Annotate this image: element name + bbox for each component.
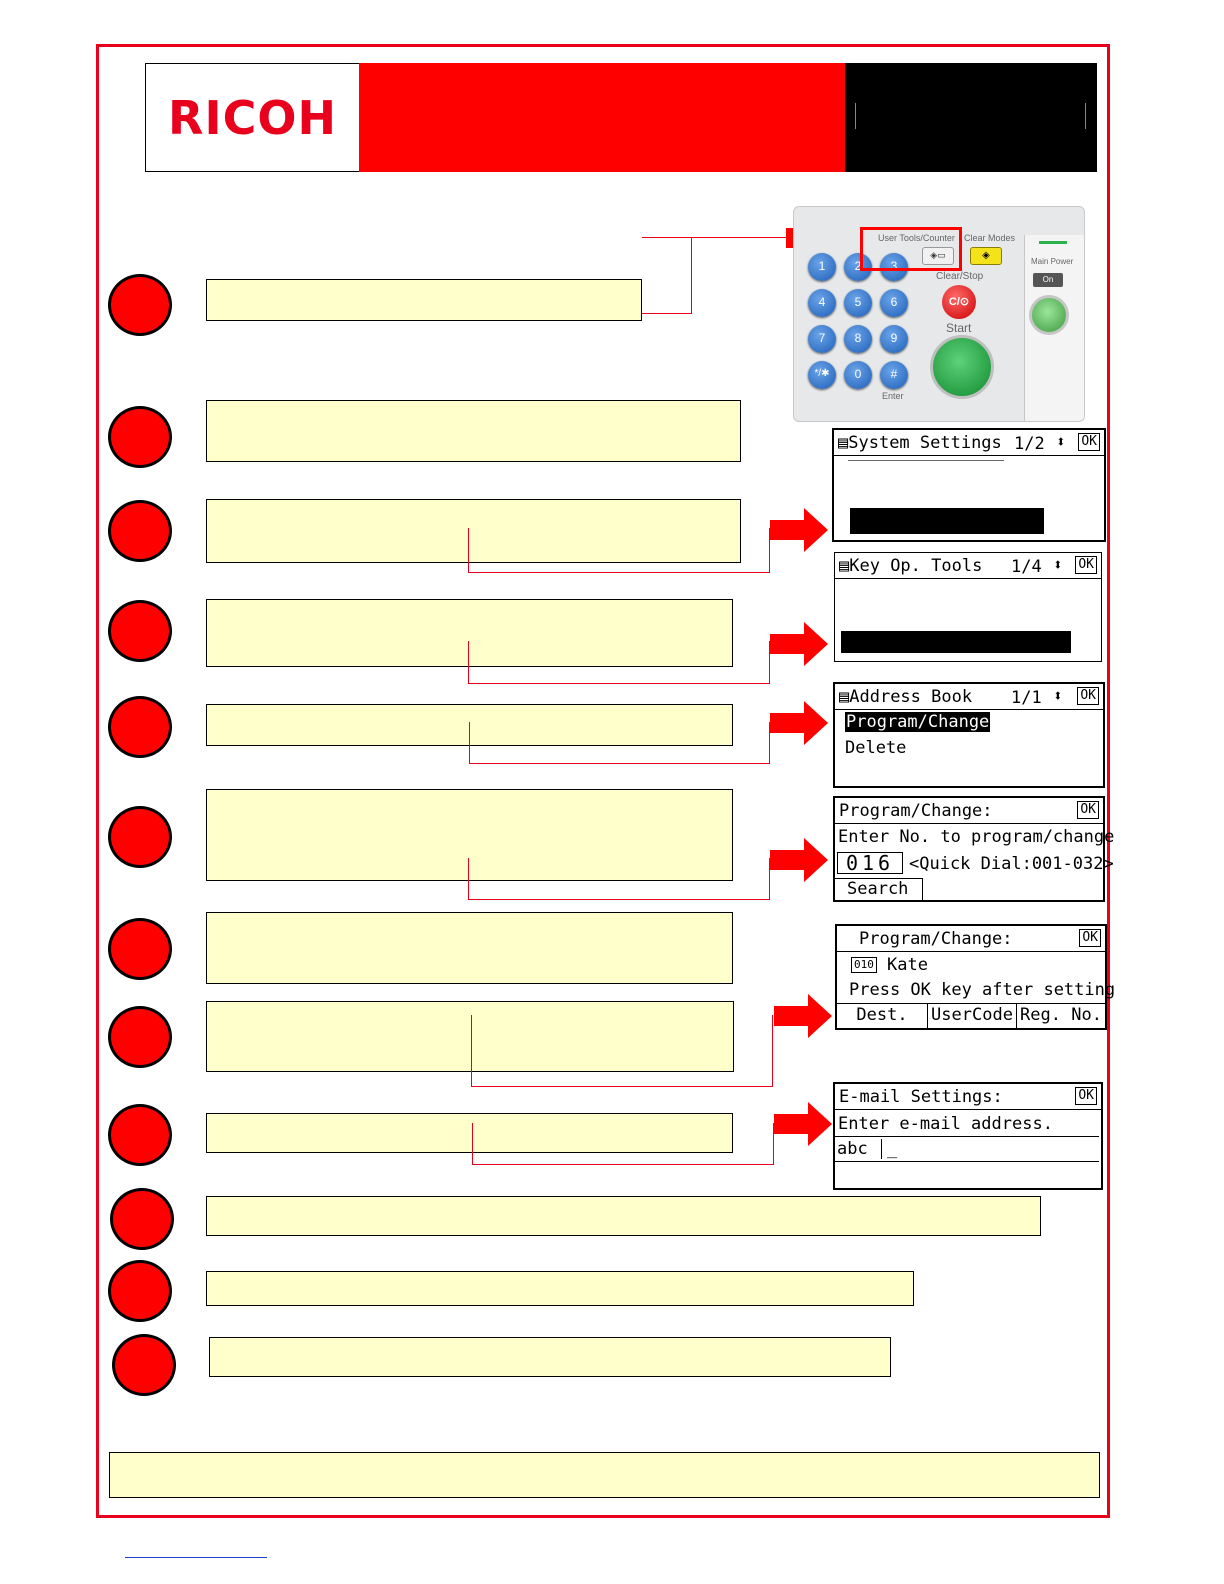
step-10-box <box>206 1196 1041 1236</box>
start-key[interactable] <box>930 335 994 399</box>
step-12-box <box>209 1337 891 1377</box>
arrow-5 <box>770 701 830 745</box>
up-down-icon: ⬍ <box>1053 686 1063 705</box>
key-8[interactable]: 8 <box>844 325 872 353</box>
softkey-row <box>837 1003 1105 1028</box>
header-title-band <box>359 63 845 172</box>
connector-1-top <box>691 237 787 238</box>
menu-icon: ▤ <box>839 686 850 707</box>
clear-modes-key[interactable]: ◈ <box>970 247 1002 265</box>
connector-3 <box>468 528 770 573</box>
lcd-title: E-mail Settings: <box>839 1086 1003 1107</box>
ok-key[interactable]: OK <box>1075 1087 1097 1105</box>
step-11-circle <box>108 1260 172 1322</box>
lcd-page: 1/4 <box>1011 557 1042 577</box>
lcd-key-op-tools <box>834 552 1102 662</box>
main-power-key[interactable] <box>1029 295 1069 335</box>
entry-prompt: Enter No. to program/change <box>838 827 1115 847</box>
key-9[interactable]: 9 <box>880 325 908 353</box>
arrow-3 <box>770 508 830 552</box>
step-7-box <box>206 912 733 984</box>
step-5-circle <box>108 696 172 758</box>
user-tools-highlight <box>860 227 962 271</box>
lcd-program-change-dest <box>835 924 1116 1030</box>
user-tools-label: User Tools/Counter <box>878 233 955 243</box>
key-4[interactable]: 4 <box>808 289 836 317</box>
key-2[interactable]: 2 <box>844 253 872 281</box>
ok-key[interactable]: OK <box>1078 433 1100 451</box>
header-tick <box>855 103 856 129</box>
clear-stop-label: Clear/Stop <box>936 271 984 282</box>
key-3[interactable]: 3 <box>880 253 908 281</box>
key-7[interactable]: 7 <box>808 325 836 353</box>
arrow-6 <box>770 838 830 882</box>
lcd-titlebar <box>835 684 1103 710</box>
lcd-title: Address Book <box>849 686 973 707</box>
enter-label: Enter <box>882 391 904 401</box>
search-softkey[interactable]: Search <box>835 878 923 900</box>
lcd-page: 1/1 <box>1011 688 1042 708</box>
connector-5 <box>469 722 770 764</box>
key-star[interactable]: */✱ <box>808 361 836 389</box>
ricoh-logo <box>145 63 360 172</box>
power-indicator <box>1039 241 1067 244</box>
step-9-circle <box>108 1104 172 1166</box>
input-mode: abc <box>837 1139 882 1159</box>
instruction-message: Press OK key after setting <box>849 980 1116 1000</box>
lcd-divider <box>848 460 1004 461</box>
ok-key[interactable]: OK <box>1077 687 1099 705</box>
ok-key[interactable]: OK <box>1077 801 1099 819</box>
email-input-row[interactable] <box>835 1136 1099 1162</box>
connector-8 <box>471 1015 773 1087</box>
entry-number: 010 <box>851 957 877 973</box>
key-5[interactable]: 5 <box>844 289 872 317</box>
arrow-8 <box>774 994 834 1038</box>
footer-note-box <box>109 1452 1100 1498</box>
ok-key[interactable]: OK <box>1075 556 1097 574</box>
step-11-box <box>206 1271 914 1306</box>
step-2-circle <box>108 406 172 468</box>
up-down-icon: ⬍ <box>1056 432 1066 451</box>
lcd-title: Program/Change: <box>859 928 1013 949</box>
menu-icon: ▤ <box>839 555 850 576</box>
step-1-circle <box>108 274 172 336</box>
on-label: On <box>1033 273 1063 287</box>
header-tick <box>1085 103 1086 129</box>
ok-key[interactable]: OK <box>1079 929 1101 947</box>
selected-item-redacted[interactable] <box>841 631 1071 653</box>
step-2-box <box>206 400 741 462</box>
header <box>145 63 1097 172</box>
up-down-icon: ⬍ <box>1053 555 1063 574</box>
main-power-label: Main Power <box>1031 257 1074 266</box>
step-7-circle <box>108 918 172 980</box>
user-tools-key[interactable]: ◈▭ <box>922 247 954 265</box>
step-10-circle <box>110 1188 174 1250</box>
lcd-title: System Settings <box>848 432 1002 453</box>
connector-9 <box>472 1123 774 1165</box>
connector-1 <box>642 237 692 314</box>
step-4-circle <box>108 600 172 662</box>
footer-link-underline <box>125 1557 267 1558</box>
lcd-titlebar <box>835 1084 1101 1110</box>
email-prompt: Enter e-mail address. <box>838 1114 1053 1134</box>
connector-6 <box>468 858 770 900</box>
lcd-title: Key Op. Tools <box>849 555 983 576</box>
lcd-program-change-entry <box>833 796 1115 902</box>
text-cursor: _ <box>887 1139 898 1159</box>
lcd-address-book <box>833 682 1105 788</box>
clear-stop-key[interactable]: C/⊙ <box>942 285 976 319</box>
lcd-titlebar <box>835 798 1103 824</box>
main-power-panel <box>1024 235 1085 421</box>
start-label: Start <box>946 321 972 335</box>
step-3-circle <box>108 500 172 562</box>
key-hash[interactable]: # <box>880 361 908 389</box>
logo-text: RICOH <box>168 90 337 145</box>
key-0[interactable]: 0 <box>844 361 872 389</box>
key-1[interactable]: 1 <box>808 253 836 281</box>
step-6-circle <box>108 806 172 868</box>
header-black-band <box>845 63 1097 172</box>
tab-reg-no[interactable]: Reg. No. <box>1020 1005 1102 1025</box>
menu-item-program-change[interactable]: Program/Change <box>846 712 990 732</box>
lcd-title: Program/Change: <box>839 800 993 821</box>
selected-item-redacted[interactable] <box>850 508 1044 534</box>
entry-name: Kate <box>887 955 928 975</box>
lcd-system-settings <box>832 428 1106 542</box>
key-6[interactable]: 6 <box>880 289 908 317</box>
arrow-9 <box>774 1102 834 1146</box>
lcd-titlebar <box>837 926 1105 952</box>
clear-modes-label: Clear Modes <box>964 233 1016 243</box>
connector-4 <box>468 641 770 684</box>
menu-icon: ▤ <box>838 432 849 453</box>
step-12-circle <box>112 1334 176 1396</box>
number-input[interactable]: 016 <box>837 852 903 874</box>
quick-dial-range: <Quick Dial:001-032> <box>909 854 1114 874</box>
menu-item-delete[interactable]: Delete <box>845 738 907 758</box>
tab-dest[interactable]: Dest. <box>837 1004 928 1028</box>
lcd-email-settings <box>833 1082 1103 1190</box>
lcd-page: 1/2 <box>1014 434 1045 454</box>
step-8-circle <box>108 1006 172 1068</box>
tab-usercode[interactable]: UserCode <box>928 1004 1017 1028</box>
arrow-4 <box>770 622 830 666</box>
step-1-box <box>206 279 642 321</box>
